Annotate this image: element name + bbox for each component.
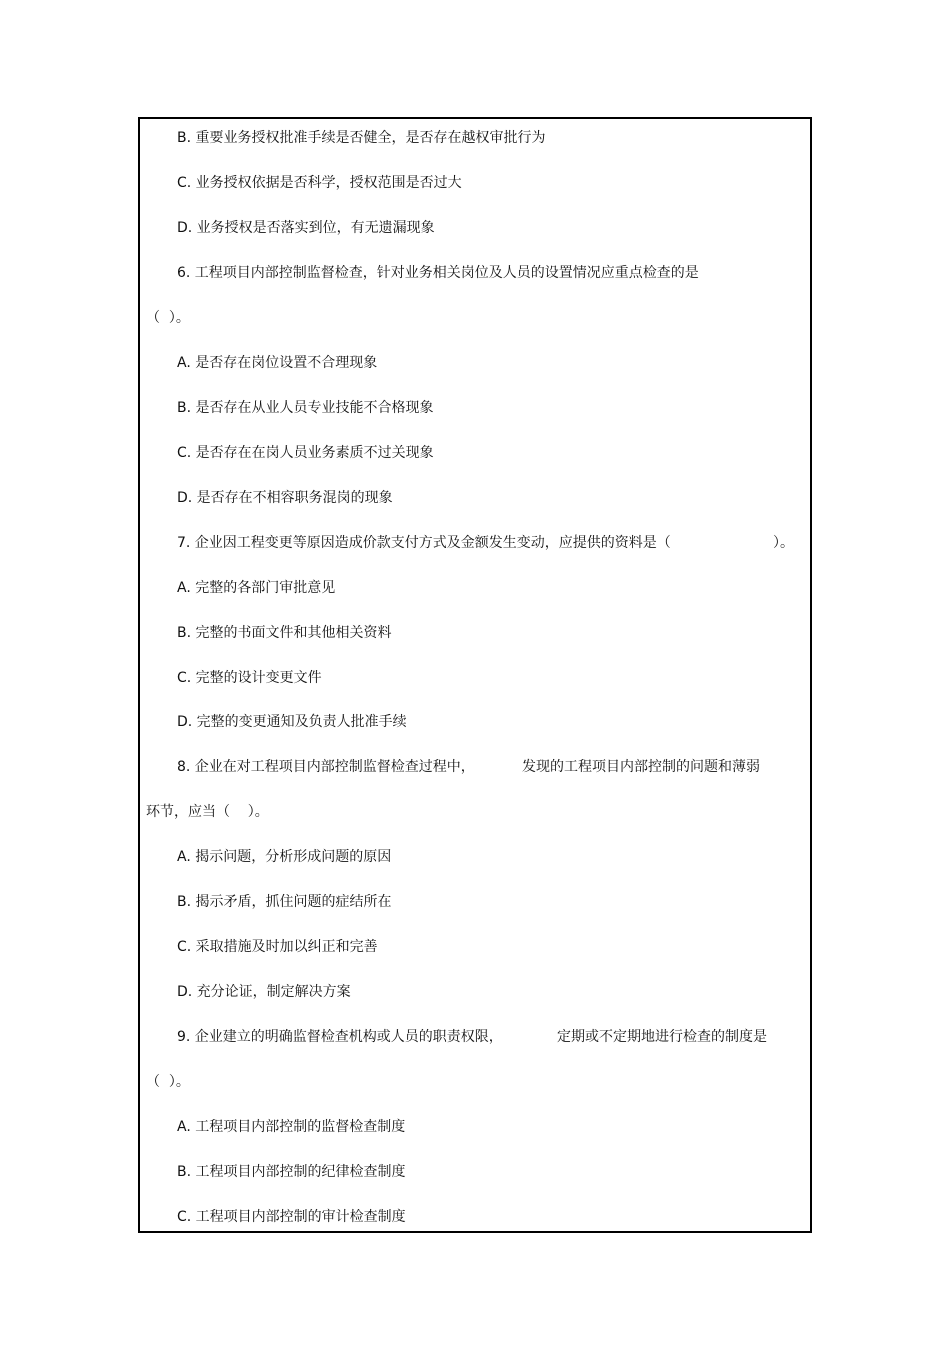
question-7-blank-end: ）。 [773, 535, 794, 551]
option-c-q9: C. 工程项目内部控制的审计检查制度 [177, 1209, 406, 1225]
option-b-q8: B. 揭示矛盾，抓住问题的症结所在 [177, 894, 392, 910]
option-d-q8: D. 充分论证，制定解决方案 [177, 984, 351, 1000]
option-b-q6: B. 是否存在从业人员专业技能不合格现象 [177, 400, 434, 416]
option-b-q7: B. 完整的书面文件和其他相关资料 [177, 625, 392, 641]
question-8: 8. 企业在对工程项目内部控制监督检查过程中， [177, 759, 475, 775]
question-7: 7. 企业因工程变更等原因造成价款支付方式及金额发生变动，应提供的资料是（ [177, 535, 671, 551]
option-a-q7: A. 完整的各部门审批意见 [177, 580, 336, 596]
option-d-q7: D. 完整的变更通知及负责人批准手续 [177, 714, 407, 730]
question-6-blank: （ ）。 [146, 310, 190, 326]
option-b-q9: B. 工程项目内部控制的纪律检查制度 [177, 1164, 406, 1180]
question-8-continued: 发现的工程项目内部控制的问题和薄弱 [522, 759, 760, 775]
question-9-blank: （ ）。 [146, 1074, 190, 1090]
option-b-q5: B. 重要业务授权批准手续是否健全，是否存在越权审批行为 [177, 130, 546, 146]
option-d-q6: D. 是否存在不相容职务混岗的现象 [177, 490, 393, 506]
option-c-q7: C. 完整的设计变更文件 [177, 670, 322, 686]
question-8-line-2: 环节，应当（ ）。 [146, 804, 269, 820]
option-c-q5: C. 业务授权依据是否科学，授权范围是否过大 [177, 175, 462, 191]
option-c-q6: C. 是否存在在岗人员业务素质不过关现象 [177, 445, 434, 461]
option-a-q8: A. 揭示问题，分析形成问题的原因 [177, 849, 392, 865]
option-d-q5: D. 业务授权是否落实到位，有无遗漏现象 [177, 220, 435, 236]
option-c-q8: C. 采取措施及时加以纠正和完善 [177, 939, 378, 955]
question-9-continued: 定期或不定期地进行检查的制度是 [557, 1029, 767, 1045]
question-6: 6. 工程项目内部控制监督检查，针对业务相关岗位及人员的设置情况应重点检查的是 [177, 265, 699, 281]
option-a-q6: A. 是否存在岗位设置不合理现象 [177, 355, 378, 371]
option-a-q9: A. 工程项目内部控制的监督检查制度 [177, 1119, 406, 1135]
question-9: 9. 企业建立的明确监督检查机构或人员的职责权限， [177, 1029, 503, 1045]
